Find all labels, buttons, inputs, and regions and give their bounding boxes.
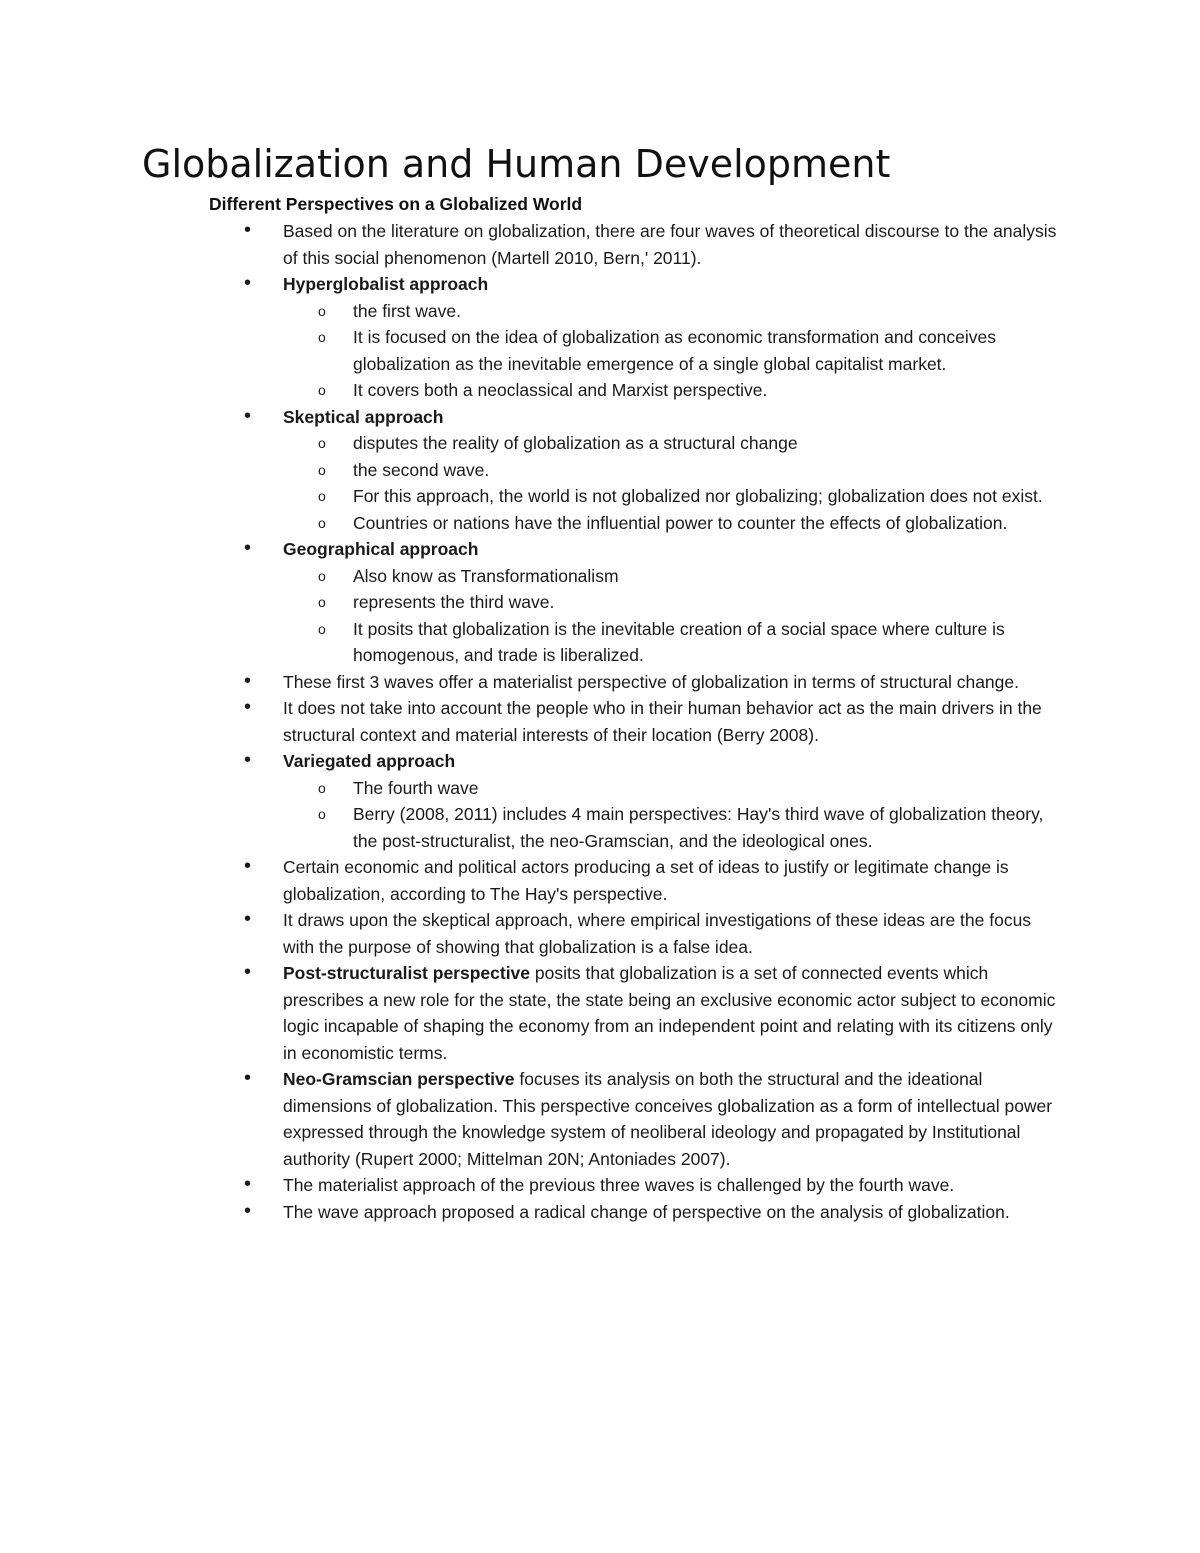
item-bold-lead: Post-structuralist perspective [283, 963, 531, 983]
bullet-icon: • [244, 855, 252, 877]
sub-list-item [0, 324, 1053, 377]
sub-bullet-list [283, 430, 1063, 536]
circle-bullet-icon: o [318, 806, 326, 822]
circle-bullet-icon: o [318, 488, 326, 504]
sub-item-text: The fourth wave [353, 777, 479, 798]
circle-bullet-icon: o [318, 302, 326, 319]
list-item [0, 960, 1063, 1066]
item-text: It does not take into account the people who in their human behavior act as the main drivers in the structural context and material interests of their location (Berry 2008). [283, 698, 1042, 745]
bullet-icon: • [244, 1173, 252, 1195]
sub-item-text: the second wave. [353, 459, 490, 480]
section-heading: Different Perspectives on a Globalized World [209, 194, 583, 214]
bullet-icon: • [244, 749, 252, 771]
sub-list-item [0, 801, 1053, 854]
circle-bullet-icon: o [318, 594, 326, 610]
bullet-icon: • [244, 1199, 252, 1222]
list-item [0, 907, 1063, 960]
sub-list-item [0, 616, 1053, 669]
list-item [0, 748, 1063, 854]
sub-list-item [0, 377, 1053, 404]
sub-item-text: disputes the reality of globalization as a structural change [353, 433, 798, 453]
item-heading: Geographical approach [283, 539, 479, 559]
list-item [0, 536, 1063, 669]
sub-item-text: It is focused on the idea of globalization as economic transformation and conceives globalization as the inevitable emergence of a single global capitalist market. [353, 327, 997, 374]
circle-bullet-icon: o [318, 461, 326, 478]
list-item [0, 669, 1063, 696]
item-text: The wave approach proposed a radical change of perspective on the analysis of globalization. [283, 1201, 1010, 1222]
bullet-icon: • [244, 696, 252, 718]
list-item [0, 271, 1063, 404]
item-text: Based on the literature on globalization, there are four waves of theoretical discourse to the analysis of this social phenomenon (Martell 2010, Bern,' 2011). [283, 221, 1057, 268]
circle-bullet-icon: o [318, 435, 326, 451]
list-item [0, 1066, 1063, 1172]
list-item [0, 1172, 1063, 1199]
sub-item-text: Berry (2008, 2011) includes 4 main perspectives: Hay's third wave of globalization theory, the post-structuralist, the neo-Gramscian, and the ideological ones. [353, 804, 1044, 851]
sub-list-item [0, 298, 1053, 325]
list-item [0, 1199, 1063, 1226]
sub-item-text: It covers both a neoclassical and Marxist perspective. [353, 380, 768, 400]
list-item [0, 404, 1063, 537]
sub-list-item [0, 430, 1053, 457]
circle-bullet-icon: o [318, 514, 326, 531]
sub-list-item [0, 457, 1053, 484]
sub-bullet-list [283, 563, 1063, 669]
list-item [0, 695, 1063, 748]
sub-bullet-list [283, 298, 1063, 404]
bullet-icon: • [244, 1067, 252, 1089]
bullet-icon: • [244, 272, 252, 294]
bullet-icon: • [244, 961, 252, 983]
bullet-icon: • [244, 908, 252, 930]
circle-bullet-icon: o [318, 779, 326, 796]
item-text: It draws upon the skeptical approach, where empirical investigations of these ideas are the focus with the purpose of showing that globalization is a false idea. [283, 910, 1032, 957]
item-text: Certain economic and political actors producing a set of ideas to justify or legitimate change is globalization, according to The Hay's perspective. [283, 857, 1009, 904]
item-text: These first 3 waves offer a materialist perspective of globalization in terms of structural change. [283, 671, 1019, 692]
item-text: The materialist approach of the previous three waves is challenged by the fourth wave. [283, 1175, 955, 1195]
circle-bullet-icon: o [318, 567, 326, 584]
sub-item-text: Countries or nations have the influential power to counter the effects of globalization. [353, 512, 1008, 533]
item-text: focuses its analysis on both the structural and the ideational dimensions of globalization. This perspective conceives globalization as a form of intellectual power expressed through the knowledge system of neoliberal ideology and propagated by Institutional authority (Rupert 2000; Mittelman 20N; Antoniades 2007). [283, 1069, 1053, 1169]
sub-list-item [0, 510, 1053, 537]
circle-bullet-icon: o [318, 329, 326, 345]
sub-list-item [0, 483, 1053, 510]
sub-list-item [0, 775, 1053, 802]
list-item [0, 854, 1063, 907]
bullet-icon: • [244, 404, 252, 427]
sub-item-text: Also know as Transformationalism [353, 565, 619, 586]
item-heading: Skeptical approach [283, 406, 444, 427]
bullet-list [0, 218, 1200, 1225]
bullet-icon: • [244, 669, 252, 692]
item-heading: Hyperglobalist approach [283, 274, 489, 294]
sub-list-item [0, 563, 1053, 590]
item-bold-lead: Neo-Gramscian perspective [283, 1069, 515, 1089]
item-heading: Variegated approach [283, 751, 456, 771]
sub-item-text: represents the third wave. [353, 592, 555, 612]
bullet-icon: • [244, 219, 252, 241]
sub-item-text: the first wave. [353, 300, 461, 321]
circle-bullet-icon: o [318, 382, 326, 398]
circle-bullet-icon: o [318, 620, 326, 637]
bullet-icon: • [244, 537, 252, 559]
document-title: Globalization and Human Development [142, 142, 891, 186]
list-item [0, 218, 1063, 271]
sub-item-text: It posits that globalization is the inevitable creation of a social space where culture is homogenous, and trade is liberalized. [353, 618, 1005, 665]
sub-bullet-list [283, 775, 1063, 855]
item-text: posits that globalization is a set of connected events which prescribes a new role for the state, the state being an exclusive economic actor subject to economic logic incapable of shaping the economy from an independent point and relating with its citizens only in economistic terms. [283, 963, 1056, 1063]
sub-list-item [0, 589, 1053, 616]
sub-item-text: For this approach, the world is not globalized nor globalizing; globalization does not exist. [353, 486, 1043, 506]
